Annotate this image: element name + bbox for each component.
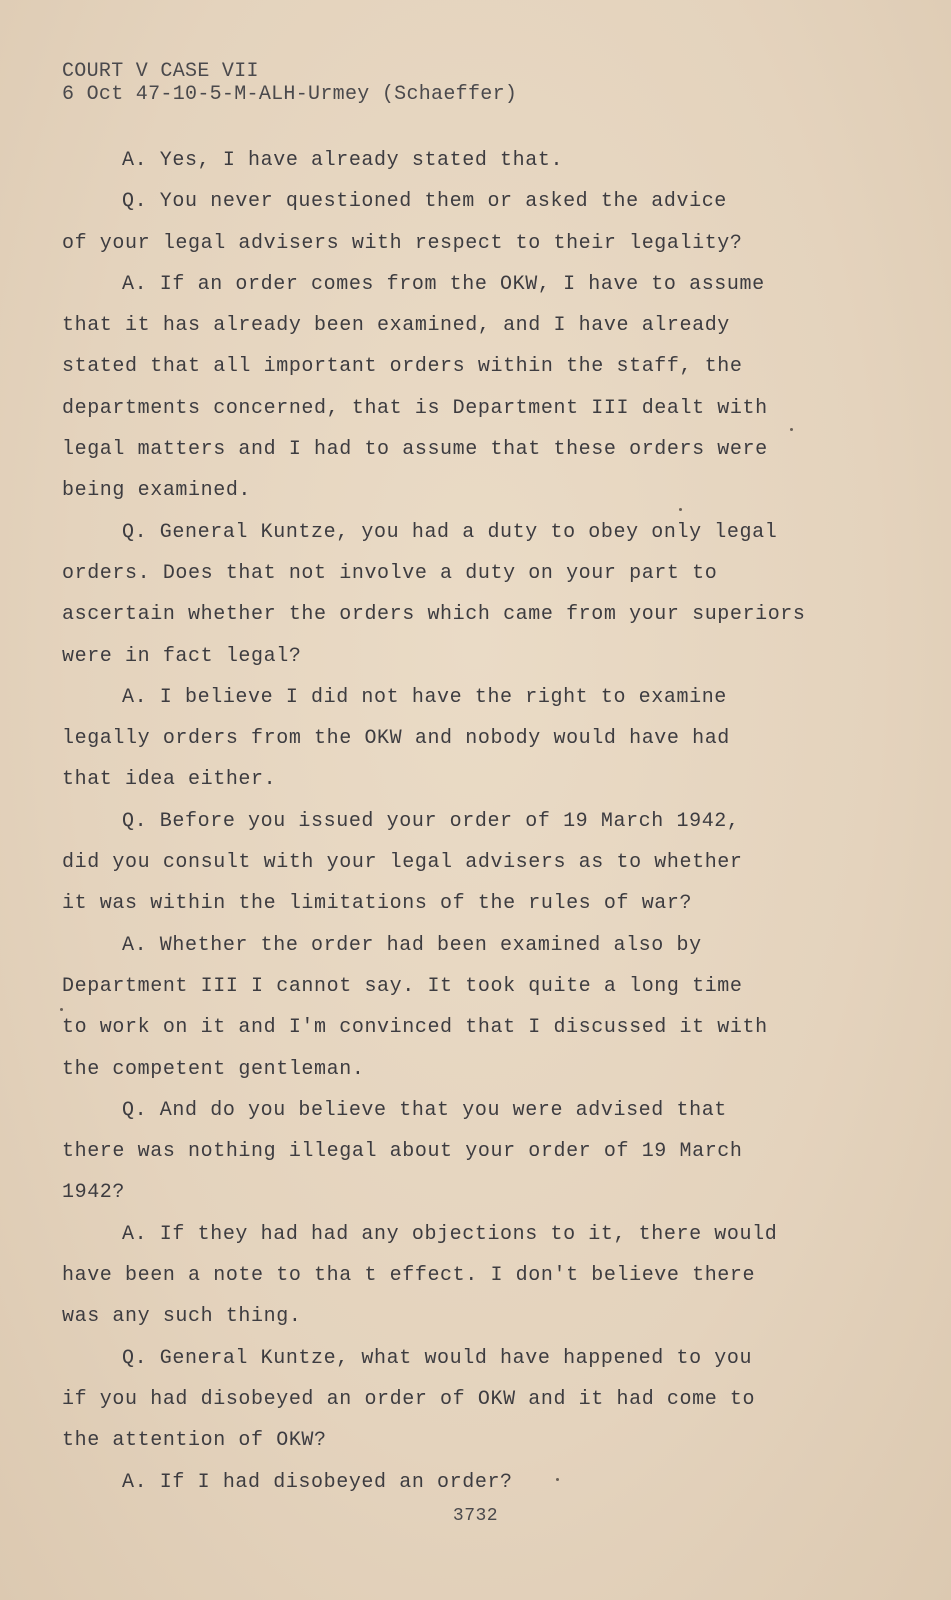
- text-line: ascertain whether the orders which came from your superiors: [62, 603, 806, 627]
- case-reference: COURT V CASE VII: [62, 60, 259, 83]
- text-line: that it has already been examined, and I have already: [62, 314, 730, 338]
- text-line: was any such thing.: [62, 1305, 302, 1329]
- text-line: the attention of OKW?: [62, 1429, 327, 1453]
- text-line: being examined.: [62, 479, 252, 503]
- text-line: it was within the limitations of the rules of war?: [62, 892, 693, 916]
- text-line: to work on it and I'm convinced that I discussed it with: [62, 1016, 768, 1040]
- question-line: Q. Before you issued your order of 19 March 1942,: [122, 809, 740, 833]
- paper-speck: [790, 428, 793, 431]
- paper-speck: [60, 1008, 63, 1011]
- answer-line: A. Yes, I have already stated that.: [122, 149, 564, 172]
- text-line: orders. Does that not involve a duty on your part to: [62, 561, 718, 585]
- text-line: the competent gentleman.: [62, 1057, 365, 1081]
- answer-line: A. If I had disobeyed an order?: [122, 1470, 513, 1494]
- answer-line: A. Whether the order had been examined also by: [122, 933, 702, 957]
- text-line: stated that all important orders within the staff, the: [62, 355, 743, 379]
- text-line: there was nothing illegal about your order of 19 March: [62, 1140, 743, 1164]
- text-line: departments concerned, that is Department III dealt with: [62, 396, 768, 420]
- transcript-date-code: 6 Oct 47-10-5-M-ALH-Urmey (Schaeffer): [62, 83, 518, 106]
- text-line: 1942?: [62, 1181, 126, 1205]
- text-line: did you consult with your legal advisers as to whether: [62, 851, 743, 875]
- text-line: were in fact legal?: [62, 644, 302, 668]
- paper-speck: [679, 508, 682, 511]
- text-line: legally orders from the OKW and nobody would have had: [62, 727, 730, 751]
- paper-speck: [556, 1478, 559, 1481]
- answer-line: A. If they had had any objections to it, there would: [122, 1222, 778, 1246]
- text-line: if you had disobeyed an order of OKW and it had come to: [62, 1387, 756, 1411]
- question-line: Q. General Kuntze, what would have happened to you: [122, 1346, 753, 1370]
- answer-line: A. I believe I did not have the right to examine: [122, 685, 727, 709]
- answer-line: A. If an order comes from the OKW, I have to assume: [122, 272, 765, 296]
- text-line: of your legal advisers with respect to their legality?: [62, 231, 743, 255]
- text-line: Department III I cannot say. It took quite a long time: [62, 974, 743, 998]
- question-line: Q. You never questioned them or asked the advice: [122, 190, 727, 214]
- document-header: [62, 60, 517, 106]
- text-line: legal matters and I had to assume that these orders were: [62, 438, 768, 462]
- transcript-body: [62, 140, 862, 1503]
- text-line: that idea either.: [62, 768, 277, 792]
- question-line: Q. General Kuntze, you had a duty to obey only legal: [122, 520, 778, 544]
- text-line: have been a note to tha t effect. I don't believe there: [62, 1264, 756, 1288]
- page-number: 3732: [452, 1506, 499, 1526]
- question-line: Q. And do you believe that you were advised that: [122, 1098, 727, 1122]
